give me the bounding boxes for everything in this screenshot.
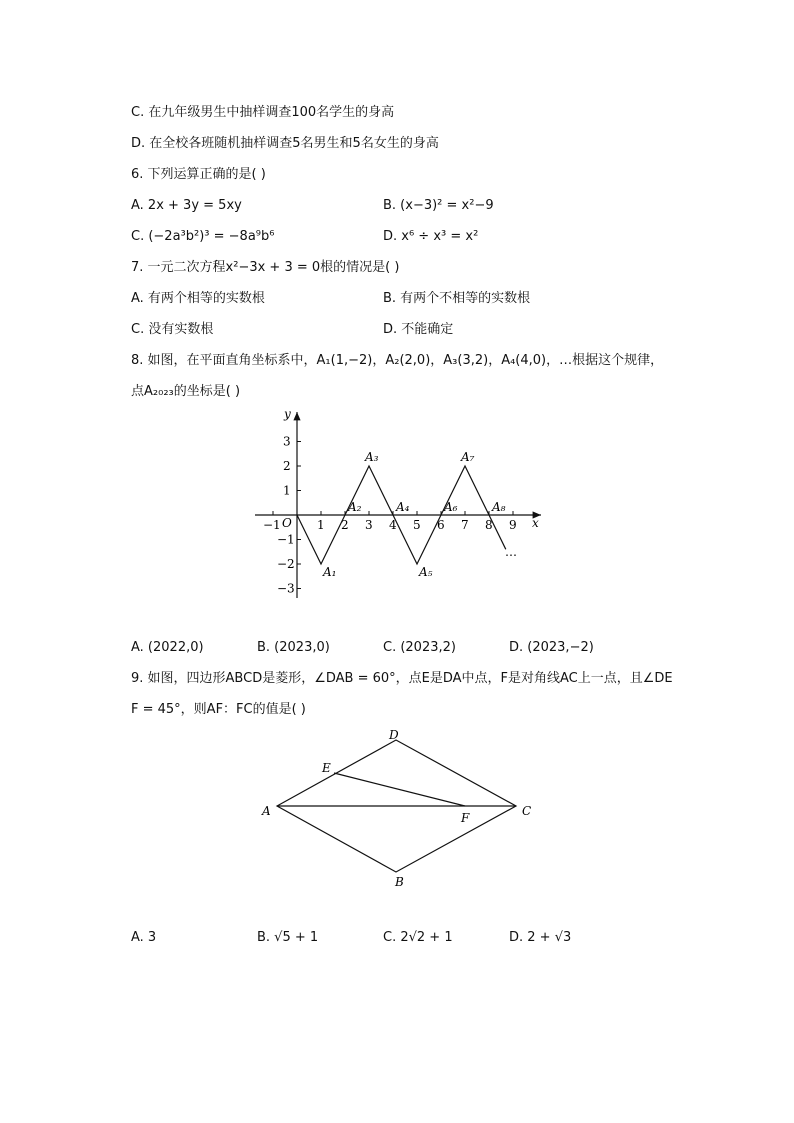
- point-label: A₆: [444, 500, 458, 514]
- q9-stem-line1: 9. 如图，四边形ABCD是菱形，∠DAB = 60°，点E是DA中点，F是对角线AC上一点，且∠DE: [131, 671, 673, 686]
- x-tick-label: 9: [509, 518, 517, 532]
- point-label: A₂: [348, 500, 362, 514]
- q8-option-c: C. (2023,2): [383, 640, 456, 655]
- point-label: A₇: [461, 450, 475, 464]
- y-tick-label: 1: [283, 483, 291, 498]
- q6-stem: 6. 下列运算正确的是( ): [131, 167, 266, 182]
- point-label: A₈: [492, 500, 506, 514]
- q9-option-d: D. 2 + √3: [509, 930, 572, 945]
- x-axis-label: x: [532, 516, 539, 530]
- x-tick-label: 6: [437, 518, 445, 532]
- segment-ef: [334, 773, 465, 806]
- y-tick-label: 2: [283, 459, 291, 473]
- x-tick-label: 4: [389, 518, 397, 532]
- q5-option-c: C. 在九年级男生中抽样调查100名学生的身高: [131, 105, 395, 120]
- x-tick-label: 7: [461, 518, 469, 532]
- ellipsis: …: [505, 545, 517, 559]
- q7-option-d: D. 不能确定: [383, 322, 454, 337]
- q7-stem: 7. 一元二次方程x²−3x + 3 = 0根的情况是( ): [131, 260, 400, 275]
- y-tick-label: −1: [277, 532, 295, 547]
- q6-option-a: A. 2x + 3y = 5xy: [131, 198, 242, 213]
- label-a: A: [262, 804, 271, 818]
- rhombus-abcd: [277, 740, 516, 872]
- label-c: C: [522, 804, 532, 818]
- q9-option-a: A. 3: [131, 930, 157, 945]
- q8-stem-line1: 8. 如图，在平面直角坐标系中，A₁(1,−2)，A₂(2,0)，A₃(3,2)，A₄(4,0)，…根据这个规律，: [131, 353, 664, 368]
- q8-option-d: D. (2023,−2): [509, 640, 594, 655]
- x-tick-label: 8: [485, 518, 493, 532]
- q7-option-a: A. 有两个相等的实数根: [131, 291, 265, 306]
- q8-option-b: B. (2023,0): [257, 640, 330, 655]
- q6-option-c: C. (−2a³b²)³ = −8a⁹b⁶: [131, 229, 275, 244]
- origin-label: O: [282, 516, 292, 530]
- q6-option-b: B. (x−3)² = x²−9: [383, 198, 494, 213]
- q9-option-c: C. 2√2 + 1: [383, 930, 453, 945]
- y-tick-label: 3: [283, 434, 291, 449]
- label-f: F: [461, 811, 470, 825]
- label-d: D: [389, 728, 399, 742]
- q9-option-b: B. √5 + 1: [257, 930, 319, 945]
- zigzag-path: [297, 466, 506, 564]
- x-tick-label: 2: [341, 518, 349, 532]
- point-label: A₁: [323, 565, 337, 579]
- y-axis-label: y: [284, 407, 291, 421]
- q5-option-d: D. 在全校各班随机抽样调查5名男生和5名女生的身高: [131, 136, 439, 151]
- q6-option-d: D. x⁶ ÷ x³ = x²: [383, 229, 479, 244]
- x-tick-label: −1: [263, 518, 281, 532]
- x-tick-label: 3: [365, 518, 373, 532]
- point-label: A₅: [419, 565, 433, 579]
- x-tick-label: 1: [317, 518, 325, 532]
- x-tick-label: 5: [413, 518, 421, 532]
- y-tick-label: −2: [277, 557, 295, 571]
- q8-option-a: A. (2022,0): [131, 640, 204, 655]
- label-e: E: [322, 761, 331, 775]
- q8-stem-line2: 点A₂₀₂₃的坐标是( ): [131, 384, 241, 399]
- q7-option-b: B. 有两个不相等的实数根: [383, 291, 531, 306]
- point-label: A₄: [396, 500, 410, 514]
- q9-stem-line2: F = 45°，则AF：FC的值是( ): [131, 702, 306, 717]
- q7-option-c: C. 没有实数根: [131, 322, 214, 337]
- y-tick-label: −3: [277, 581, 295, 596]
- point-label: A₃: [365, 450, 379, 464]
- label-b: B: [395, 875, 404, 889]
